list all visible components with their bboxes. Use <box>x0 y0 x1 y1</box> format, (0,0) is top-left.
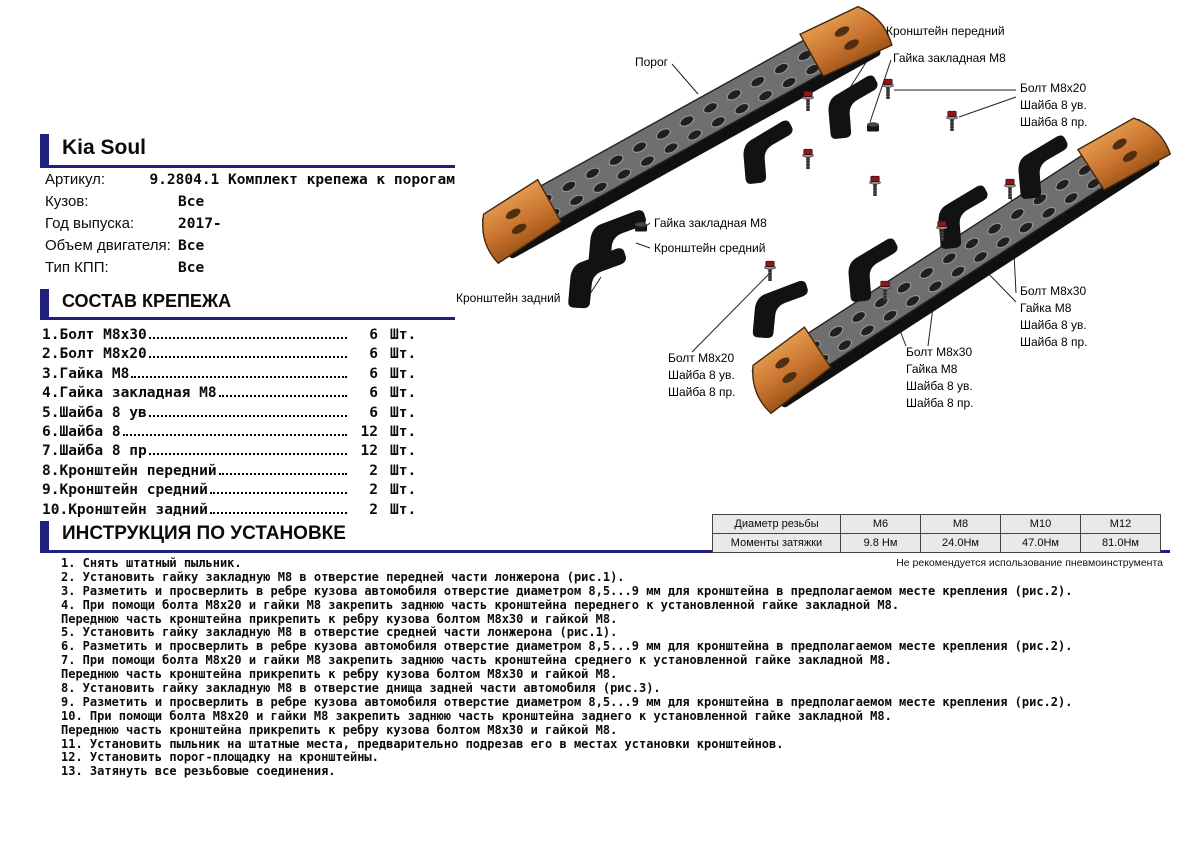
spec-value: Все <box>178 238 205 254</box>
instruction-line: 4. При помощи болта М8х20 и гайки М8 закрепить заднюю часть кронштейна переднего к установленной гайке закладной М8. <box>61 597 900 612</box>
part-name: Шайба 8 ув <box>59 404 147 421</box>
bracket-icon <box>563 248 631 310</box>
instructions-list <box>61 557 1181 779</box>
part-qty: 6 <box>369 404 378 421</box>
bolt-icon <box>870 176 881 196</box>
parts-header <box>40 289 455 317</box>
bolt-icon <box>765 261 776 281</box>
part-name: Болт М8х20 <box>59 346 147 363</box>
bolt-icon <box>803 91 814 111</box>
dot-leader <box>131 376 347 378</box>
torque-value: 81.0Нм <box>1081 534 1161 553</box>
part-qty: 6 <box>369 365 378 382</box>
instructions-title: ИНСТРУКЦИЯ ПО УСТАНОВКЕ <box>62 523 346 544</box>
part-qty: 2 <box>369 482 378 499</box>
instruction-line: 8. Установить гайку закладную М8 в отверстие днища задней части автомобиля (рис.3). <box>61 681 661 696</box>
label-fasteners-right: Болт М8х30 Гайка М8 Шайба 8 ув. Шайба 8 пр. <box>1020 284 1088 349</box>
label-slot-nut-middle: Гайка закладная М8 <box>654 216 767 230</box>
model-name: Kia Soul <box>62 136 147 159</box>
part-unit: Шт. <box>390 385 417 402</box>
torque-value: 24.0Нм <box>921 534 1001 553</box>
part-unit: Шт. <box>390 346 417 363</box>
spec-row-engine <box>45 237 455 259</box>
part-unit: Шт. <box>390 423 417 440</box>
spec-value: Все <box>178 194 205 210</box>
dot-leader <box>149 415 347 417</box>
bolt-icon <box>1005 179 1016 199</box>
part-name: Кронштейн средний <box>59 482 208 499</box>
spec-list <box>45 171 455 281</box>
instruction-line: 3. Разметить и просверлить в ребре кузова автомобиля отверстие диаметром 8,5...9 мм для кронштейна в предполагаемом месте крепления (рис.2). <box>61 583 1073 598</box>
instruction-line: 6. Разметить и просверлить в ребре кузова автомобиля отверстие диаметром 8,5...9 мм для кронштейна в предполагаемом месте крепления (рис.2). <box>61 639 1073 654</box>
instruction-line: 9. Разметить и просверлить в ребре кузова автомобиля отверстие диаметром 8,5...9 мм для кронштейна в предполагаемом месте крепления (рис.2). <box>61 694 1073 709</box>
torque-values-row <box>713 534 1161 553</box>
spec-value: Все <box>178 260 205 276</box>
torque-value: 9.8 Нм <box>841 534 921 553</box>
dot-leader <box>149 453 347 455</box>
spec-row-year <box>45 215 455 237</box>
pneumatic-tool-note: Не рекомендуется использование пневмоинструмента <box>896 557 1163 569</box>
spec-row-transmission <box>45 259 455 281</box>
bracket-icon <box>818 74 890 142</box>
part-qty: 6 <box>369 327 378 343</box>
instruction-line: Переднюю часть кронштейна прикрепить к ребру кузова болтом М8х30 и гайкой М8. <box>61 722 618 737</box>
instruction-line: Переднюю часть кронштейна прикрепить к ребру кузова болтом М8х30 и гайкой М8. <box>61 611 618 626</box>
spec-row-body <box>45 193 455 215</box>
part-name: Кронштейн передний <box>59 462 217 479</box>
bolt-icon <box>883 79 894 99</box>
part-row: 2. Болт М8х20 6 Шт. <box>42 346 422 365</box>
part-row: 7. Шайба 8 пр 12 Шт. <box>42 443 422 462</box>
nut-icon <box>867 122 879 131</box>
label-fasteners-bottom-left: Болт М8х20 Шайба 8 ув. Шайба 8 пр. <box>668 351 736 399</box>
dot-leader <box>210 512 347 514</box>
nut-icon <box>635 222 647 231</box>
part-row: 10. Кронштейн задний 2 Шт. <box>42 502 422 521</box>
part-row: 1. Болт М8х30 6 Шт. <box>42 327 422 346</box>
label-fasteners-front: Болт М8х20 Шайба 8 ув. Шайба 8 пр. <box>1020 81 1088 129</box>
label-bracket-middle: Кронштейн средний <box>654 241 766 255</box>
part-row: 5. Шайба 8 ув 6 Шт. <box>42 405 422 424</box>
part-qty: 12 <box>360 423 378 440</box>
torque-size: М8 <box>921 515 1001 534</box>
dot-leader <box>219 395 347 397</box>
part-unit: Шт. <box>390 462 417 479</box>
bolt-icon <box>803 149 814 169</box>
label-slot-nut-front: Гайка закладная М8 <box>893 51 1006 65</box>
part-unit: Шт. <box>390 327 417 343</box>
part-name: Шайба 8 пр <box>59 443 147 460</box>
parts-list <box>42 327 422 521</box>
dot-leader <box>210 492 347 494</box>
dot-leader <box>219 473 347 475</box>
torque-row-label: Моменты затяжки <box>713 534 841 553</box>
spec-label: Тип КПП: <box>45 259 109 276</box>
part-row: 8. Кронштейн передний 2 Шт. <box>42 463 422 482</box>
spec-label: Артикул: <box>45 171 106 188</box>
torque-table <box>712 514 1161 553</box>
torque-size: М10 <box>1001 515 1081 534</box>
torque-size: М6 <box>841 515 921 534</box>
torque-header-row <box>713 515 1161 534</box>
model-header <box>40 134 455 165</box>
parts-title: СОСТАВ КРЕПЕЖА <box>62 291 232 311</box>
part-row: 9. Кронштейн средний 2 Шт. <box>42 482 422 501</box>
torque-header-label: Диаметр резьбы <box>713 515 841 534</box>
part-unit: Шт. <box>390 404 417 421</box>
instruction-line: 11. Установить пыльник на штатные места, предварительно подрезав его в местах установки кронштейнов. <box>61 736 784 751</box>
instruction-line: 13. Затянуть все резьбовые соединения. <box>61 764 336 779</box>
dot-leader <box>123 434 347 436</box>
diagram-canvas <box>440 0 1200 512</box>
bolt-icon <box>947 111 958 131</box>
dot-leader <box>149 337 347 339</box>
part-unit: Шт. <box>390 443 417 460</box>
instruction-line: 5. Установить гайку закладную М8 в отверстие средней части лонжерона (рис.1). <box>61 625 618 640</box>
part-unit: Шт. <box>390 482 417 499</box>
part-qty: 2 <box>369 462 378 479</box>
label-fasteners-bottom-mid: Болт М8х30 Гайка М8 Шайба 8 ув. Шайба 8 пр. <box>906 345 974 410</box>
part-qty: 6 <box>369 385 378 402</box>
spec-label: Год выпуска: <box>45 215 135 232</box>
spec-label: Объем двигателя: <box>45 237 171 254</box>
spec-value: 2017- <box>178 216 222 232</box>
part-unit: Шт. <box>390 365 417 382</box>
assembly-diagram <box>440 0 1200 512</box>
label-bracket-front: Кронштейн передний <box>886 24 1005 38</box>
part-row: 6. Шайба 8 12 Шт. <box>42 424 422 443</box>
label-bracket-rear: Кронштейн задний <box>456 291 561 305</box>
part-qty: 2 <box>369 501 378 518</box>
torque-size: М12 <box>1081 515 1161 534</box>
part-qty: 12 <box>360 443 378 460</box>
part-unit: Шт. <box>390 501 417 518</box>
part-row: 4. Гайка закладная М8 6 Шт. <box>42 385 422 404</box>
part-qty: 6 <box>369 346 378 363</box>
part-name: Гайка закладная М8 <box>59 385 217 402</box>
spec-label: Кузов: <box>45 193 89 210</box>
instruction-line: Переднюю часть кронштейна прикрепить к ребру кузова болтом М8х30 и гайкой М8. <box>61 667 618 682</box>
part-name: Шайба 8 <box>59 423 121 440</box>
part-name: Болт М8х30 <box>59 327 147 343</box>
instruction-line: 7. При помощи болта М8х20 и гайки М8 закрепить заднюю часть кронштейна среднего к установленной гайке закладной М8. <box>61 653 892 668</box>
instruction-line: 1. Снять штатный пыльник. <box>61 556 242 570</box>
instruction-line: 10. При помощи болта М8х20 и гайки М8 закрепить заднюю часть кронштейна заднего к установленной гайке закладной М8. <box>61 708 892 723</box>
part-name: Гайка М8 <box>59 365 130 382</box>
instruction-line: 12. Установить порог-площадку на кронштейны. <box>61 750 379 765</box>
torque-value: 47.0Нм <box>1001 534 1081 553</box>
part-row: 3. Гайка М8 6 Шт. <box>42 366 422 385</box>
spec-row-article <box>45 171 455 193</box>
part-name: Кронштейн задний <box>68 501 208 518</box>
instruction-line: 2. Установить гайку закладную М8 в отверстие передней части лонжерона (рис.1). <box>61 569 625 584</box>
spec-value: 9.2804.1 Комплект крепежа к порогам <box>149 172 455 188</box>
dot-leader <box>149 356 347 358</box>
label-sill: Порог <box>634 55 668 69</box>
